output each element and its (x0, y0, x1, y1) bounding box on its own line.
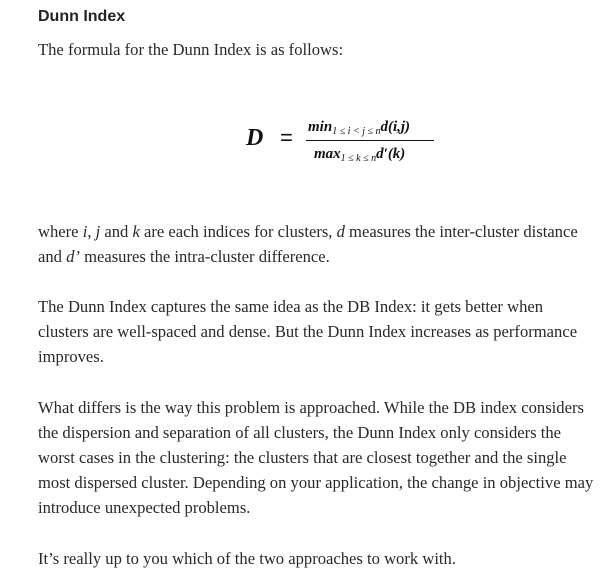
intro-paragraph: The formula for the Dunn Index is as follows: (38, 40, 344, 59)
denominator-argument: d′(k) (376, 146, 406, 162)
var-d-prime: d’ (66, 247, 80, 266)
where-text-1: where (38, 222, 83, 241)
where-text-4: are each indices for clusters, (139, 222, 337, 241)
var-d: d (336, 222, 345, 241)
numerator-operator: min (308, 119, 333, 135)
differs-paragraph: What differs is the way this problem is approached. While the DB index considers the dispersion and separation of all clusters, the Dunn Index only considers the worst cases in the clustering: the clusters that are closest together and the single most dispersed cluster. Depending on your application, the change in objective may introduce unexpected problems. (38, 398, 594, 517)
formula-lhs: D (246, 125, 264, 151)
var-k: k (132, 222, 140, 241)
where-text-3: and (100, 222, 133, 241)
formula-numerator (308, 118, 410, 136)
denominator-operator: max (314, 146, 341, 162)
numerator-subscript: 1 ≤ i < j ≤ n (332, 126, 381, 137)
dunn-index-formula-image (196, 96, 466, 186)
where-text-2: , (87, 222, 96, 241)
where-text-5: measures the inter-cluster distance and (38, 222, 578, 266)
fraction-bar (306, 140, 434, 141)
where-paragraph (38, 219, 594, 269)
closing-paragraph: It’s really up to you which of the two approaches to work with. (38, 549, 456, 568)
denominator-subscript: 1 ≤ k ≤ n (340, 153, 377, 164)
formula-denominator (314, 145, 405, 163)
numerator-argument: d(i,j) (380, 119, 411, 135)
formula-equals: = (280, 125, 293, 150)
captures-paragraph: The Dunn Index captures the same idea as the DB Index: it gets better when clusters are well-spaced and dense. But the Dunn Index increases as performance improves. (38, 297, 578, 366)
where-text-6: measures the intra-cluster difference. (79, 247, 330, 266)
var-i: i (82, 222, 88, 241)
section-heading: Dunn Index (38, 8, 126, 25)
var-j: j (95, 222, 101, 241)
